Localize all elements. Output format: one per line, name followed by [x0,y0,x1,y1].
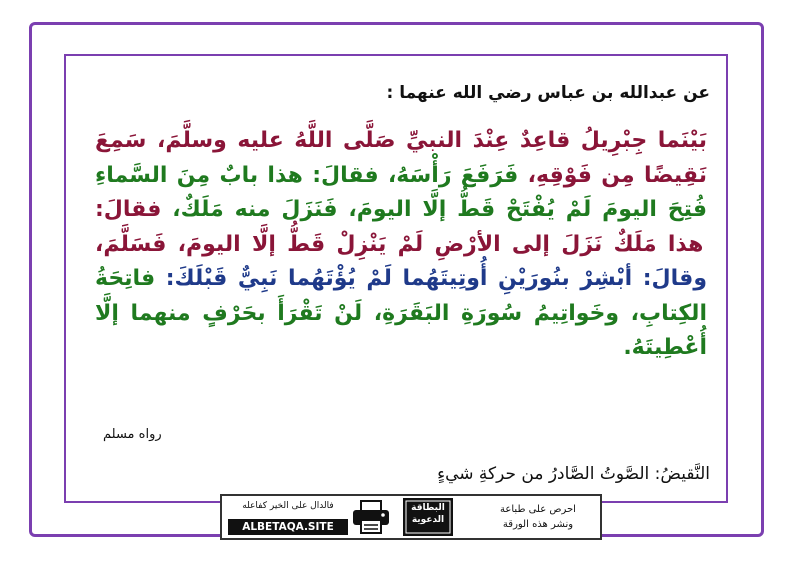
brand-block [224,499,348,535]
hadith-segment: فاتِحَةُ الكِتابِ، وخَواتِيمُ سُورَةِ البَقَرَةِ، لَنْ تَقْرَأَ بحَرْفٍ منهما إلَّا أُعْطِيتَهُ. [95,266,707,360]
hadith-segment: فقالَ: هذا مَلَكٌ نَزَلَ إلى الأرْضِ لَمْ يَنْزِلْ قَطُّ إلَّا اليومَ، فَسَلَّمَ، [95,197,704,257]
hadith-source: رواه مسلم [103,427,162,442]
print-note-line2: ونشر هذه الورقة [502,519,574,530]
footer-bar [220,494,602,540]
site-url[interactable]: ALBETAQA.SITE [228,519,348,535]
brand-tagline: فالدال على الخير كفاعله [242,501,334,511]
logo-text: البطاقة الدعوية [411,503,445,525]
printer-icon [350,499,392,539]
narration-header: عن عبدالله بن عباس رضي الله عنهما : [386,83,710,103]
hadith-segment: وقالَ: أبْشِرْ بنُورَيْنِ أُوتِيتَهُما لَمْ يُؤْتَهُما نَبِيٌّ قَبْلَكَ: [155,266,707,291]
print-note [476,502,600,532]
print-note-line1: احرص على طباعة [500,504,576,515]
hadith-segment: بَيْنَما جِبْرِيلُ قاعِدٌ عِنْدَ النبيِّ صَلَّى اللَّهُ عليه وسلَّمَ، سَمِعَ نَقِيضًا مِن فَوْقِهِ، [95,128,707,188]
footnote: النَّقيضُ: الصَّوتُ الصَّادرُ من حركةِ شيءٍ [437,464,710,484]
hadith-text [95,124,707,366]
hadith-segment: فَرَفَعَ رَأْسَهُ، فقالَ: هذا بابٌ مِنَ السَّماءِ فُتِحَ اليومَ لَمْ يُفْتَحْ قَطُّ إلَّا اليومَ، فَنَزَلَ منه مَلَكٌ، [95,162,707,222]
